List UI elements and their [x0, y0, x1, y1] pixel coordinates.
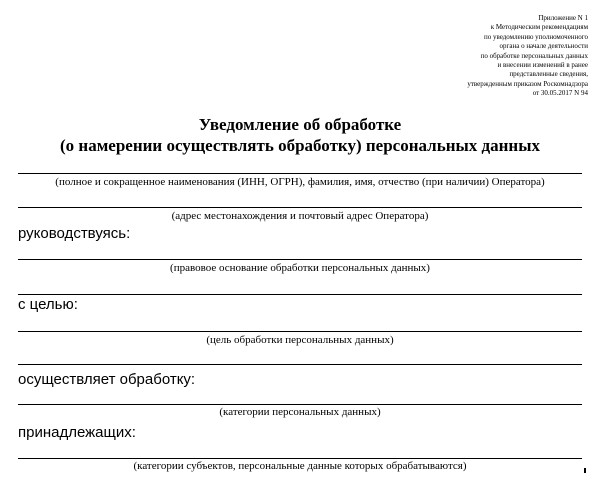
- data-categories-line[interactable]: [18, 404, 582, 405]
- data-categories-caption: (категории персональных данных): [219, 406, 381, 418]
- appendix-block: [408, 14, 588, 99]
- guided-by-label: руководствуясь:: [18, 225, 131, 242]
- legal-basis-line[interactable]: [18, 259, 582, 260]
- operator-address-caption: (адрес местонахождения и почтовый адрес Оператора): [171, 210, 429, 222]
- document-title: Уведомление об обработке: [198, 115, 402, 134]
- purpose-caption: (цель обработки персональных данных): [206, 334, 394, 346]
- appendix-line: по обработке персональных данных: [480, 51, 588, 60]
- purpose-label: с целью:: [18, 296, 78, 313]
- appendix-line: по уведомлению уполномоченного: [483, 32, 588, 41]
- operator-address-line[interactable]: [18, 207, 582, 208]
- purpose-line[interactable]: [18, 331, 582, 332]
- page-mark: [584, 468, 586, 473]
- appendix-line: Приложение N 1: [538, 14, 588, 22]
- processing-line-top[interactable]: [18, 364, 582, 365]
- operator-name-caption: (полное и сокращенное наименования (ИНН, ОГРН), фамилия, имя, отчество (при наличии) Оператора): [55, 176, 545, 188]
- belonging-label: принадлежащих:: [18, 424, 136, 441]
- legal-basis-caption: (правовое основание обработки персональных данных): [170, 262, 430, 274]
- appendix-line: и внесении изменений в ранее: [497, 61, 588, 70]
- purpose-line-top[interactable]: [18, 294, 582, 295]
- processing-label: осуществляет обработку:: [18, 371, 196, 388]
- subject-categories-line[interactable]: [18, 458, 582, 459]
- appendix-line: к Методическим рекомендациям: [490, 23, 588, 32]
- appendix-line: утвержденным приказом Роскомнадзора: [467, 79, 588, 88]
- subject-categories-caption: (категории субъектов, персональные данные которых обрабатываются): [133, 460, 467, 472]
- document-subtitle: (о намерении осуществлять обработку) персональных данных: [60, 136, 540, 155]
- appendix-line: от 30.05.2017 N 94: [532, 89, 588, 98]
- appendix-line: органа о начале деятельности: [499, 42, 588, 51]
- appendix-line: представленные сведения,: [509, 70, 588, 79]
- operator-name-line[interactable]: [18, 173, 582, 174]
